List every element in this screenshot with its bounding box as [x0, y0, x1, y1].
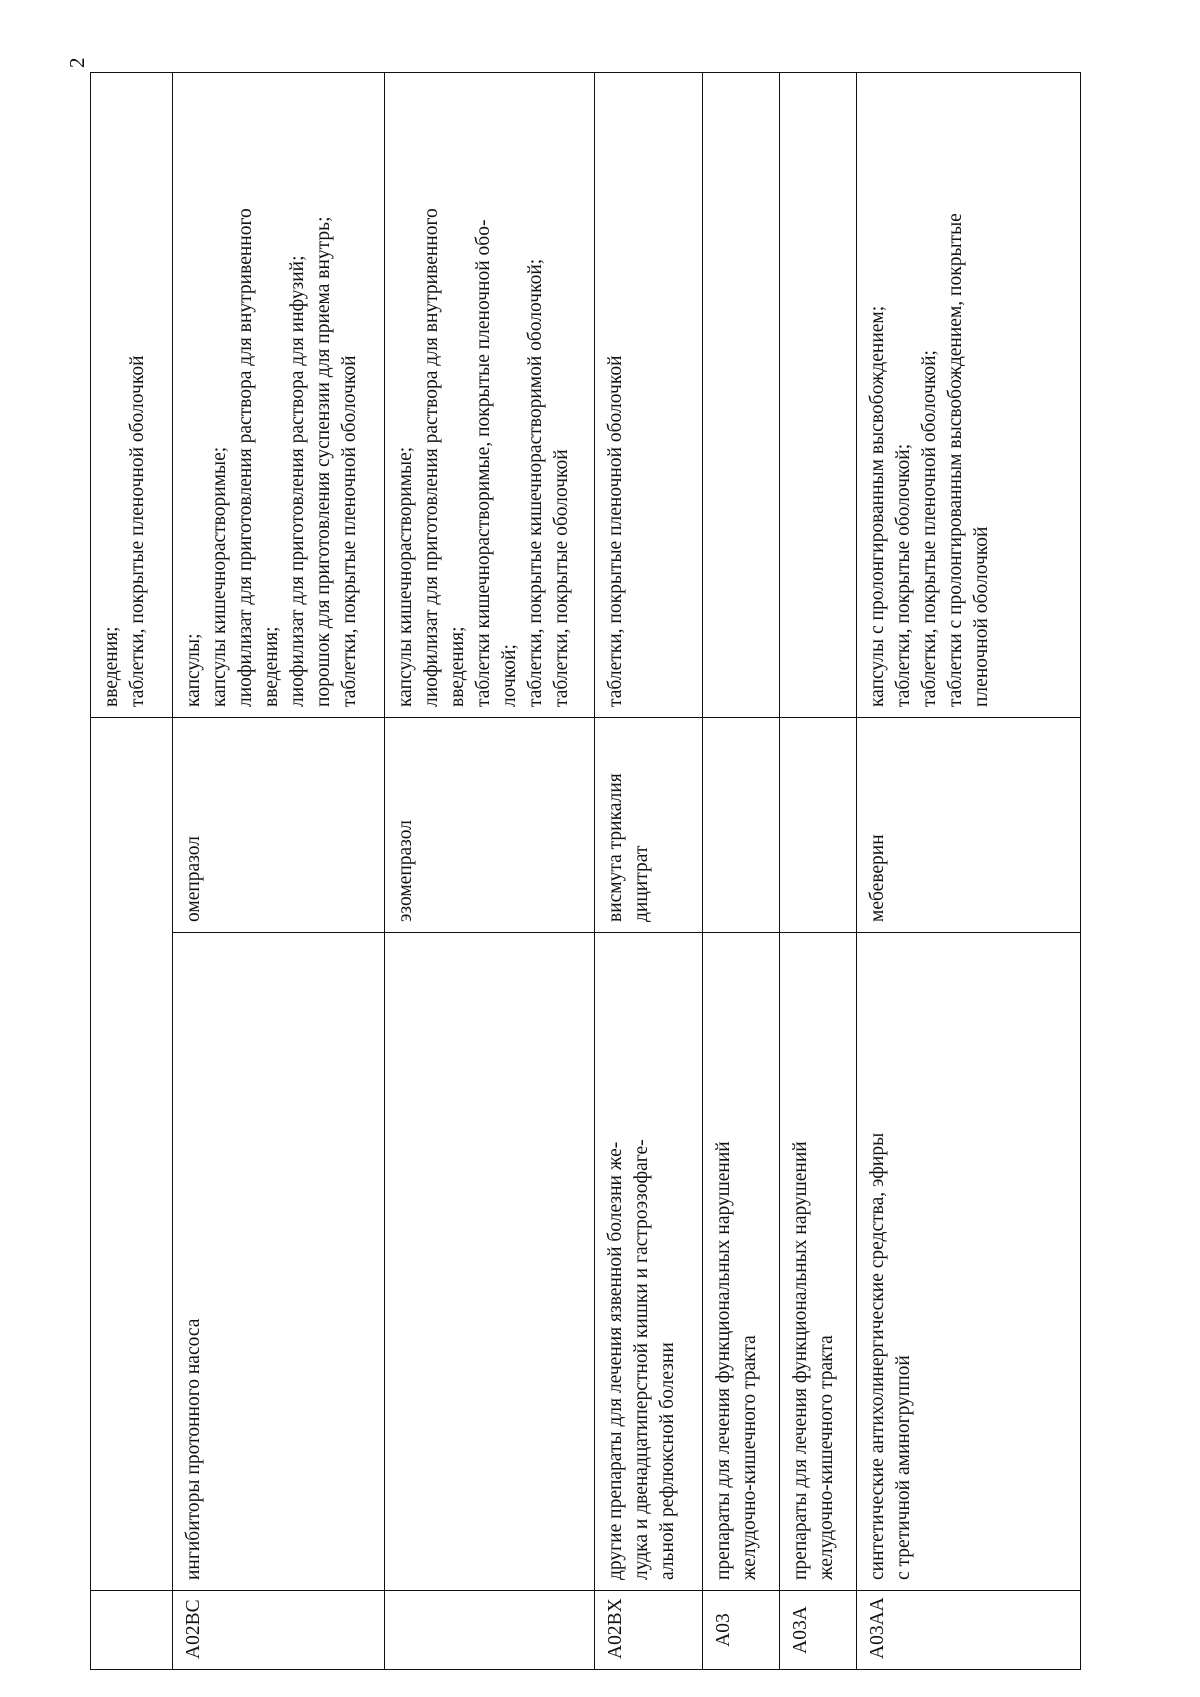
atc-code-cell: A02BC — [173, 1591, 385, 1670]
group-cell — [703, 933, 780, 1591]
group-line: синтетические антихолинергические средства, эфиры — [867, 1132, 888, 1580]
group-cell — [595, 933, 703, 1591]
form-line: введения; — [446, 626, 468, 707]
drug-table-rotated — [90, 73, 1080, 1670]
inn-line: висмута трикалия — [605, 773, 626, 922]
form-line: лиофилизат для приготовления раствора для внутривенного — [420, 208, 442, 707]
table-row — [173, 73, 385, 1670]
table-row — [780, 73, 857, 1670]
table-row — [595, 73, 703, 1670]
forms-cell — [780, 73, 857, 718]
forms-cell — [703, 73, 780, 718]
table-row — [703, 73, 780, 1670]
inn-cell — [857, 718, 1081, 933]
group-line: другие препараты для лечения язвенной болезни же- — [605, 1141, 626, 1580]
form-line: введения; — [101, 626, 122, 707]
form-line: таблетки, покрытые оболочкой — [550, 449, 572, 707]
form-line: капсулы; — [183, 633, 204, 707]
inn-cell — [703, 718, 780, 933]
inn-line: эзомепразол — [395, 820, 416, 922]
form-line: капсулы кишечнорастворимые; — [208, 446, 230, 707]
form-line: таблетки, покрытые кишечнорастворимой оболочкой; — [524, 258, 546, 707]
table-row — [385, 73, 595, 1670]
inn-cell — [780, 718, 857, 933]
form-line: таблетки, покрытые оболочкой; — [892, 443, 914, 707]
form-line: таблетки, покрытые пленочной оболочкой — [126, 355, 148, 707]
forms-cell — [91, 73, 173, 718]
group-line: желудочно-кишечного тракта — [738, 1335, 760, 1580]
form-line: лиофилизат для приготовления раствора для инфузий; — [286, 255, 308, 707]
form-line: порошок для приготовления суспензии для приема внутрь; — [312, 216, 334, 707]
forms-cell — [857, 73, 1081, 718]
inn-cell — [173, 718, 385, 933]
group-line: альной рефлюксной болезни — [656, 1342, 678, 1580]
form-line: лиофилизат для приготовления раствора для внутривенного — [234, 208, 256, 707]
atc-code-cell: A02BX — [595, 1591, 703, 1670]
inn-cell — [385, 718, 595, 933]
group-line: с третичной аминогруппой — [892, 1355, 914, 1580]
form-line: таблетки кишечнорастворимые, покрытые пленочной обо- — [472, 219, 494, 707]
group-line: ингибиторы протонного насоса — [183, 1318, 204, 1580]
group-line: препараты для лечения функциональных нарушений — [790, 1141, 811, 1580]
forms-cell — [595, 73, 703, 718]
form-line: таблетки, покрытые пленочной оболочкой; — [918, 350, 940, 707]
group-cell — [780, 933, 857, 1591]
atc-code-cell: A03 — [703, 1591, 780, 1670]
form-line: пленочной оболочкой — [970, 526, 992, 707]
group-line: препараты для лечения функциональных нарушений — [713, 1141, 734, 1580]
form-line: таблетки с пролонгированным высвобождением, покрытые — [944, 213, 966, 707]
form-line: введения; — [260, 626, 282, 707]
inn-line: мебеверин — [867, 834, 888, 922]
group-line: лудка и двенадцатиперстной кишки и гастроэзофаге- — [630, 1139, 652, 1580]
atc-code-cell: A03A — [780, 1591, 857, 1670]
table-row — [857, 73, 1081, 1670]
group-cell — [91, 718, 173, 1591]
group-cell — [385, 933, 595, 1591]
group-line: желудочно-кишечного тракта — [815, 1335, 837, 1580]
form-line: таблетки, покрытые пленочной оболочкой — [605, 355, 626, 707]
group-cell — [173, 933, 385, 1591]
inn-line: омепразол — [183, 835, 204, 922]
inn-cell — [595, 718, 703, 933]
forms-cell — [173, 73, 385, 718]
inn-line: дицитрат — [630, 845, 652, 922]
form-line: лочкой; — [498, 644, 520, 707]
page-number: 2 — [65, 57, 89, 68]
atc-code-cell — [91, 1591, 173, 1670]
atc-code-cell — [385, 1591, 595, 1670]
form-line: капсулы кишечнорастворимые; — [395, 446, 416, 707]
group-cell — [857, 933, 1081, 1591]
form-line: капсулы с пролонгированным высвобождением; — [867, 305, 888, 707]
table-row — [91, 73, 173, 1670]
drug-table — [90, 72, 1081, 1670]
form-line: таблетки, покрытые пленочной оболочкой — [338, 355, 360, 707]
forms-cell — [385, 73, 595, 718]
atc-code-cell: A03AA — [857, 1591, 1081, 1670]
